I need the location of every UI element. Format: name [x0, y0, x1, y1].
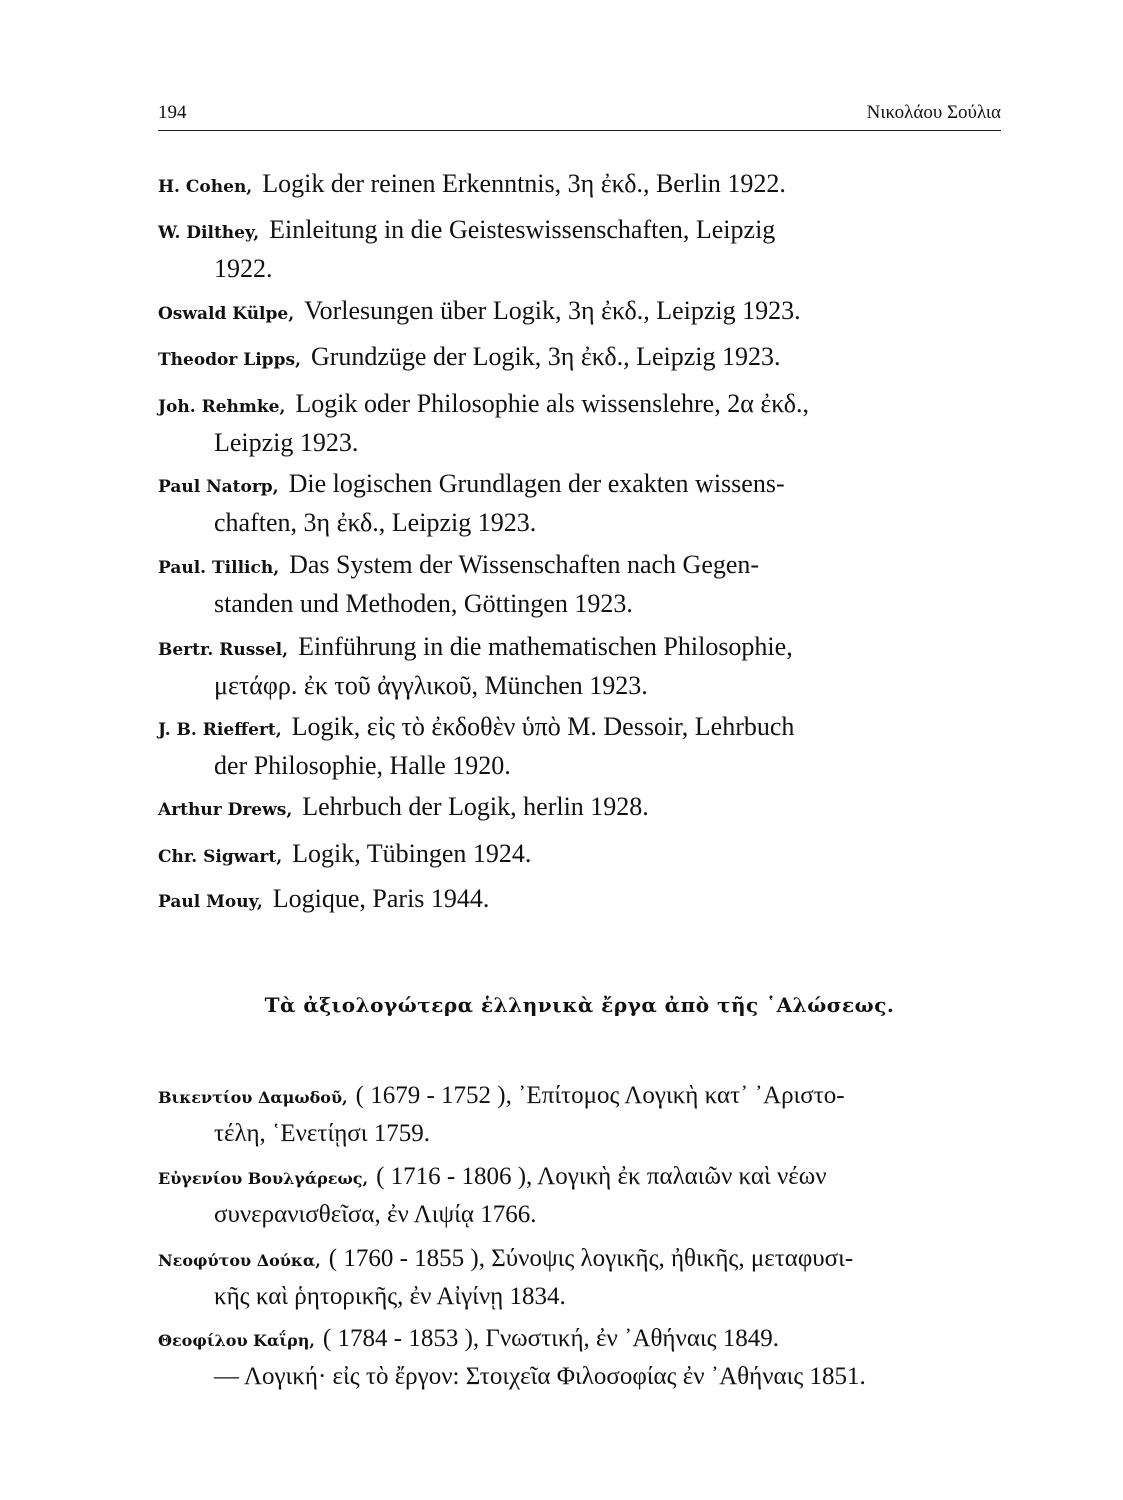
bibliography-entry — [158, 466, 1001, 541]
entry-author: Theodor Lipps, — [158, 350, 301, 370]
entry-author: Εὐγενίου Βουλγάρεως, — [158, 1169, 369, 1188]
entry-author: J. B. Rieffert, — [158, 720, 282, 740]
entry-continuation: der Philosophie, Halle 1920. — [214, 751, 511, 780]
entry-continuation: Leipzig 1923. — [214, 428, 359, 457]
entry-continuation: συνερανισθεῖσα, ἐν Λιψίᾳ 1766. — [214, 1201, 537, 1228]
entry-text: Einführung in die mathematischen Philosophie, — [298, 632, 793, 661]
running-header — [158, 100, 1001, 131]
bibliography-entry — [158, 166, 1001, 205]
entry-author: Paul. Tillich, — [158, 558, 280, 578]
entry-text: Vorlesungen über Logik, 3η ἐκδ., Leipzig 1923. — [304, 296, 801, 325]
bibliography-entry — [158, 386, 1001, 461]
entry-author: H. Cohen, — [158, 177, 253, 197]
entry-continuation: 1922. — [214, 254, 273, 283]
entry-text: Logik oder Philosophie als wissenslehre, 2α ἐκδ., — [295, 389, 810, 418]
bibliography-entry — [158, 789, 1001, 828]
greek-bibliography-entry — [158, 1159, 1001, 1233]
bibliography-entry — [158, 881, 1001, 920]
entry-continuation: chaften, 3η ἐκδ., Leipzig 1923. — [214, 508, 537, 537]
bibliography-entry — [158, 293, 1001, 332]
entry-text: Logik, εἰς τὸ ἐκδοθὲν ὑπὸ M. Dessoir, Lehrbuch — [291, 712, 795, 741]
entry-author: Joh. Rehmke, — [158, 397, 286, 417]
section-heading: Τὰ ἀξιολογώτερα ἑλληνικὰ ἔργα ἀπὸ τῆς ῾Αλώσεως. — [264, 993, 895, 1017]
entry-continuation: standen und Methoden, Göttingen 1923. — [214, 589, 633, 618]
entry-continuation: — Λογική· εἰς τὸ ἔργον: Στοιχεῖα Φιλοσοφίας ἐν ᾿Αθήναις 1851. — [214, 1363, 866, 1390]
entry-text: Grundzüge der Logik, 3η ἐκδ., Leipzig 1923. — [310, 342, 781, 371]
entry-continuation: κῆς καὶ ῥητορικῆς, ἐν Αἰγίνῃ 1834. — [214, 1283, 566, 1310]
entry-author: Oswald Külpe, — [158, 304, 295, 324]
bibliography-entry — [158, 339, 1001, 378]
page-number: 194 — [158, 102, 187, 123]
bibliography-entry — [158, 836, 1001, 875]
entry-text: Logik der reinen Erkenntnis, 3η ἐκδ., Berlin 1922. — [262, 169, 786, 198]
entry-text: ( 1679 - 1752 ), ᾿Επίτομος Λογικὴ κατ᾿ ᾿Αριστο- — [355, 1082, 845, 1109]
bibliography-entry — [158, 709, 1001, 784]
greek-bibliography-entry — [158, 1321, 1001, 1395]
entry-text: Das System der Wissenschaften nach Gegen- — [289, 550, 760, 579]
entry-author: Νεοφύτου Δούκα, — [158, 1251, 321, 1270]
entry-text: Lehrbuch der Logik, herlin 1928. — [302, 792, 649, 821]
entry-author: Θεοφίλου Καΐρη, — [158, 1331, 315, 1350]
greek-bibliography-entry — [158, 1078, 1001, 1152]
running-title: Νικολάου Σούλια — [866, 102, 1001, 123]
entry-text: ( 1784 - 1853 ), Γνωστική, ἐν ᾿Αθήναις 1849. — [322, 1325, 780, 1352]
entry-text: Die logischen Grundlagen der exakten wissens- — [288, 469, 785, 498]
entry-text: ( 1760 - 1855 ), Σύνοψις λογικῆς, ἠθικῆς, μεταφυσι- — [328, 1245, 854, 1272]
entry-author: Bertr. Russel, — [158, 640, 289, 660]
entry-text: Logik, Tübingen 1924. — [292, 839, 532, 868]
entry-author: Βικεντίου Δαμωδοῦ, — [158, 1088, 348, 1107]
entry-author: Paul Mouy, — [158, 892, 263, 912]
entry-text: Logique, Paris 1944. — [272, 884, 490, 913]
bibliography-entry — [158, 629, 1001, 704]
bibliography-entry — [158, 547, 1001, 622]
entry-author: Arthur Drews, — [158, 800, 293, 820]
entry-author: W. Dilthey, — [158, 223, 260, 243]
entry-text: Einleitung in die Geisteswissenschaften, Leipzig — [269, 215, 776, 244]
entry-continuation: μετάφρ. ἐκ τοῦ ἀγγλικοῦ, München 1923. — [214, 671, 648, 700]
greek-bibliography-entry — [158, 1241, 1001, 1315]
entry-author: Chr. Sigwart, — [158, 847, 283, 867]
entry-text: ( 1716 - 1806 ), Λογικὴ ἐκ παλαιῶν καὶ νέων — [376, 1163, 827, 1190]
bibliography-entry — [158, 212, 1001, 287]
entry-author: Paul Natorp, — [158, 477, 279, 497]
entry-continuation: τέλη, ῾Ενετίῃσι 1759. — [214, 1120, 430, 1147]
